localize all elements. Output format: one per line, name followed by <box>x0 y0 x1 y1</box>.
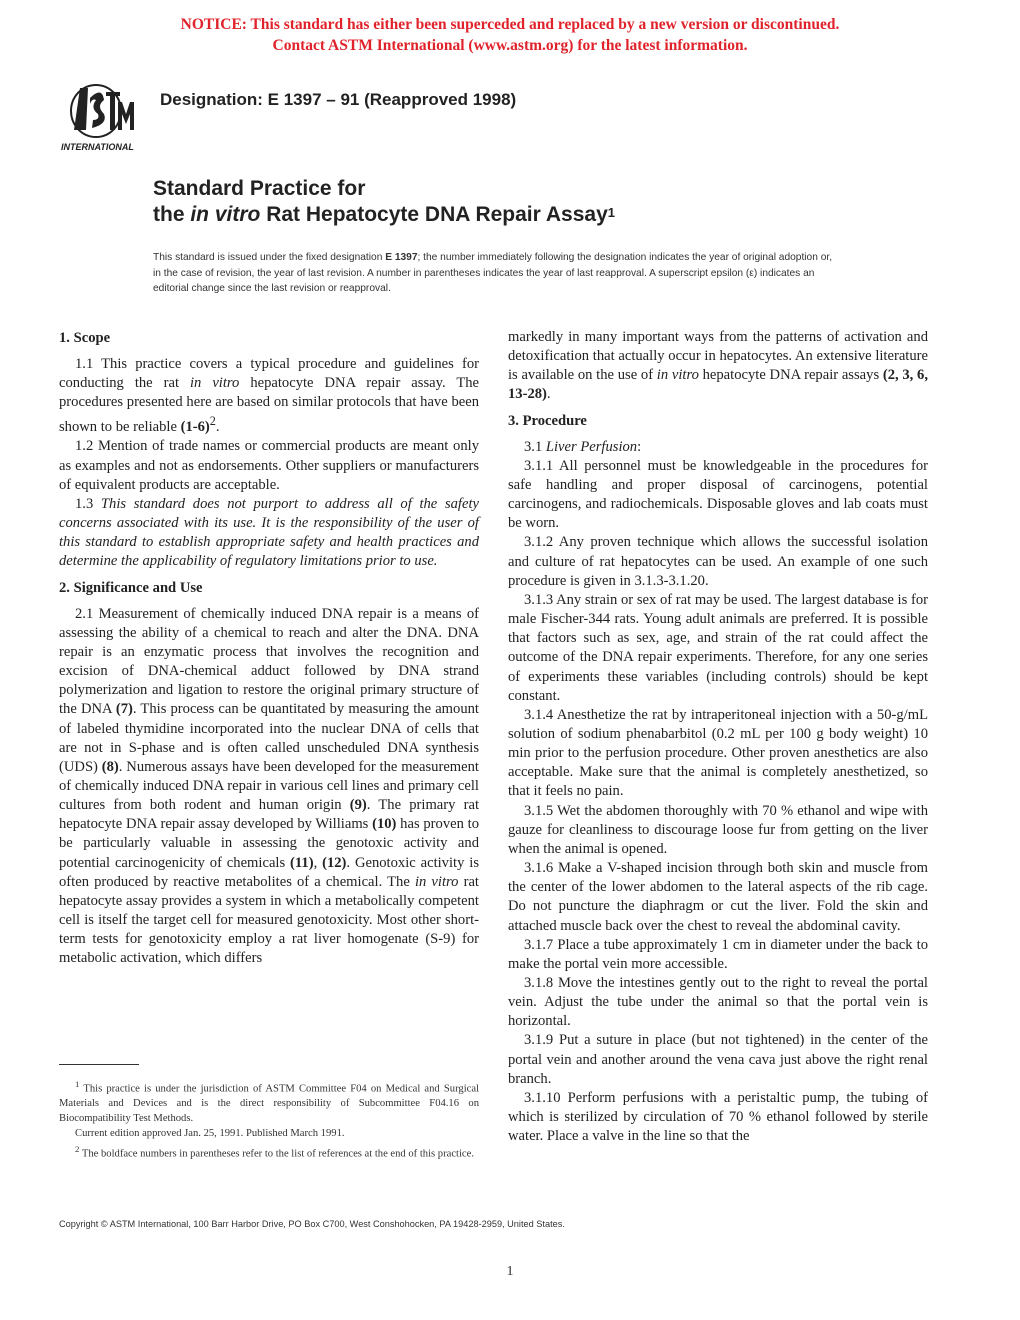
para-3-1: 3.1 Liver Perfusion: <box>524 438 642 455</box>
footnote-1-approval: Current edition approved Jan. 25, 1991. Published March 1991. <box>75 1127 345 1139</box>
page-title <box>153 176 615 228</box>
para-2-1: 2.1 Measurement of chemically induced DNA repair is a means of assessing the ability of a chemical to reach and alter the DNA. DNA repair is an enzymatic process that involves the recognition and excision of DNA-chemical adduct followed by DNA strand polymerization and ligation to restore the original primary structure of the DNA (7). This process can be quantitated by measuring the amount of labeled thymidine incorporated into the nuclear DNA of cells that are not in S-phase and is often called unscheduled DNA synthesis (UDS) (8). Numerous assays have been developed for the measurement of chemically induced DNA repair in various cell lines and primary cell cultures from both rodent and human origin (9). The primary rat hepatocyte DNA repair assay developed by Williams (10) has proven to be particularly valuable in assessing the genotoxic activity and potential carcinogenicity of chemicals (11), (12). Genotoxic activity is often produced by reactive metabolites of a chemical. The in vitro rat hepatocyte assay provides a system in which a metabolically competent cell is itself the target cell for measured genotoxicity. Most other short-term tests for genotoxicity employ a rat liver homogenate (S-9) for metabolic activation, which differs <box>59 605 480 967</box>
para-3-1-7: 3.1.7 Place a tube approximately 1 cm in diameter under the back to make the portal vein more accessible. <box>508 936 928 972</box>
para-1-2: 1.2 Mention of trade names or commercial products are meant only as examples and not as endorsements. Other suppliers or manufacturers of equivalent products are acceptable. <box>59 438 479 493</box>
astm-logo-graphic <box>60 80 146 154</box>
designation: Designation: E 1397 – 91 (Reapproved 1998) <box>160 90 517 109</box>
section-heading-procedure: 3. Procedure <box>508 412 587 429</box>
para-3-1-1: 3.1.1 All personnel must be knowledgeable in the procedures for safe handling and proper disposal of carcinogens, potential carcinogens, and radiochemicals. Disposable gloves and lab coats must be worn. <box>508 457 928 532</box>
footnotes <box>59 1077 479 1162</box>
para-3-1-10: 3.1.10 Perform perfusions with a peristaltic pump, the tubing of which is sterilized by circulation of 70 % ethanol followed by sterile water. Place a valve in the line so that the <box>508 1089 928 1145</box>
para-3-1-4: 3.1.4 Anesthetize the rat by intraperitoneal injection with a 50-g/mL solution of sodium phenabarbitol (0.2 mL per 100 g body weight) 10 min prior to the perfusion procedure. Other proven anesthetics are also acceptable. Make sure that the animal is completely anesthetized, so that it feels no pain. <box>508 706 928 800</box>
supersession-notice <box>0 14 1020 56</box>
footnote-divider <box>59 1064 139 1065</box>
section-heading-significance: 2. Significance and Use <box>59 579 203 596</box>
para-3-1-2: 3.1.2 Any proven technique which allows the successful isolation and culture of rat hepatocytes can be used. An example of one such procedure is given in 3.1.3-3.1.20. <box>508 534 928 589</box>
astm-logo-icon <box>60 80 146 154</box>
para-3-1-3: 3.1.3 Any strain or sex of rat may be used. The largest database is for male Fischer-344 rats. Young adult animals are preferred. It is possible that factors such as sex, age, and strain of the rat could affect the outcome of the DNA repair experiments. Therefore, for any one series of experiments these variables (including controls) should be kept constant. <box>508 591 928 704</box>
title-line-1: Standard Practice for <box>153 177 366 200</box>
logo-wordmark: INTERNATIONAL <box>61 142 134 152</box>
footnote-1: $^1$ This practice is under the jurisdiction of ASTM Committee F04 on Medical and Surgical Materials and Devices and is the direct responsibility of Subcommittee F04.16 on Biocompatibility Test Methods. <box>59 1079 479 1125</box>
left-column <box>59 328 479 969</box>
para-3-1-5: 3.1.5 Wet the abdomen thoroughly with 70 % ethanol and wipe with gauze for cleanliness to discourage loose fur from getting on the liver when the animal is opened. <box>508 802 928 857</box>
title-footnote-mark: 1 <box>607 205 615 220</box>
copyright-line: Copyright © ASTM International, 100 Barr Harbor Drive, PO Box C700, West Conshohocken, PA 19428-2959, United States. <box>59 1219 565 1229</box>
standard-issuance-note: This standard is issued under the fixed designation E 1397; the number immediately following the designation indicates the year of original adoption or, in the case of revision, the year of last revision. A number in parentheses indicates the year of last reapproval. A superscript epsilon (ε) indicates an editorial change since the last revision or reapproval. <box>153 252 833 294</box>
para-1-3: 1.3 This standard does not purport to address all of the safety concerns associated with its use. It is the responsibility of the user of this standard to establish appropriate safety and health practices and determine the applicability of regulatory limitations prior to use. <box>59 495 479 570</box>
notice-line-2: Contact ASTM International (www.astm.org) for the latest information. <box>272 37 748 54</box>
footnote-2: $^2$ The boldface numbers in parentheses refer to the list of references at the end of this practice. <box>75 1143 474 1160</box>
para-2-1-continued: markedly in many important ways from the patterns of activation and detoxification that actually occur in hepatocytes. An extensive literature is available on the use of in vitro hepatocyte DNA repair assays (2, 3, 6, 13-28). <box>508 329 929 403</box>
title-line-2: the in vitro Rat Hepatocyte DNA Repair Assay$^1$ <box>153 203 615 226</box>
para-3-1-8: 3.1.8 Move the intestines gently out to the right to reveal the portal vein. Adjust the tube under the animal so that the portal vein is horizontal. <box>508 975 928 1030</box>
section-heading-scope: 1. Scope <box>59 330 111 346</box>
para-3-1-6: 3.1.6 Make a V-shaped incision through both skin and muscle from the center of the lower abdomen to the lateral aspects of the rib cage. Do not puncture the diaphragm or cut the liver. Fold the skin and attached muscle back over the chest to reveal the abdominal cavity. <box>508 860 928 934</box>
para-1-1: 1.1 This practice covers a typical procedure and guidelines for conducting the rat in vitro hepatocyte DNA repair assay. The procedures presented here are based on similar protocols that have been shown to be reliable $(1-6)^2$. <box>59 356 480 436</box>
right-column <box>508 328 928 1146</box>
page-number: 1 <box>506 1264 514 1279</box>
notice-line-1: NOTICE: This standard has either been superceded and replaced by a new version or discontinued. <box>180 16 840 33</box>
para-3-1-9: 3.1.9 Put a suture in place (but not tightened) in the center of the portal vein and another around the vena cava just above the right renal branch. <box>508 1032 928 1087</box>
